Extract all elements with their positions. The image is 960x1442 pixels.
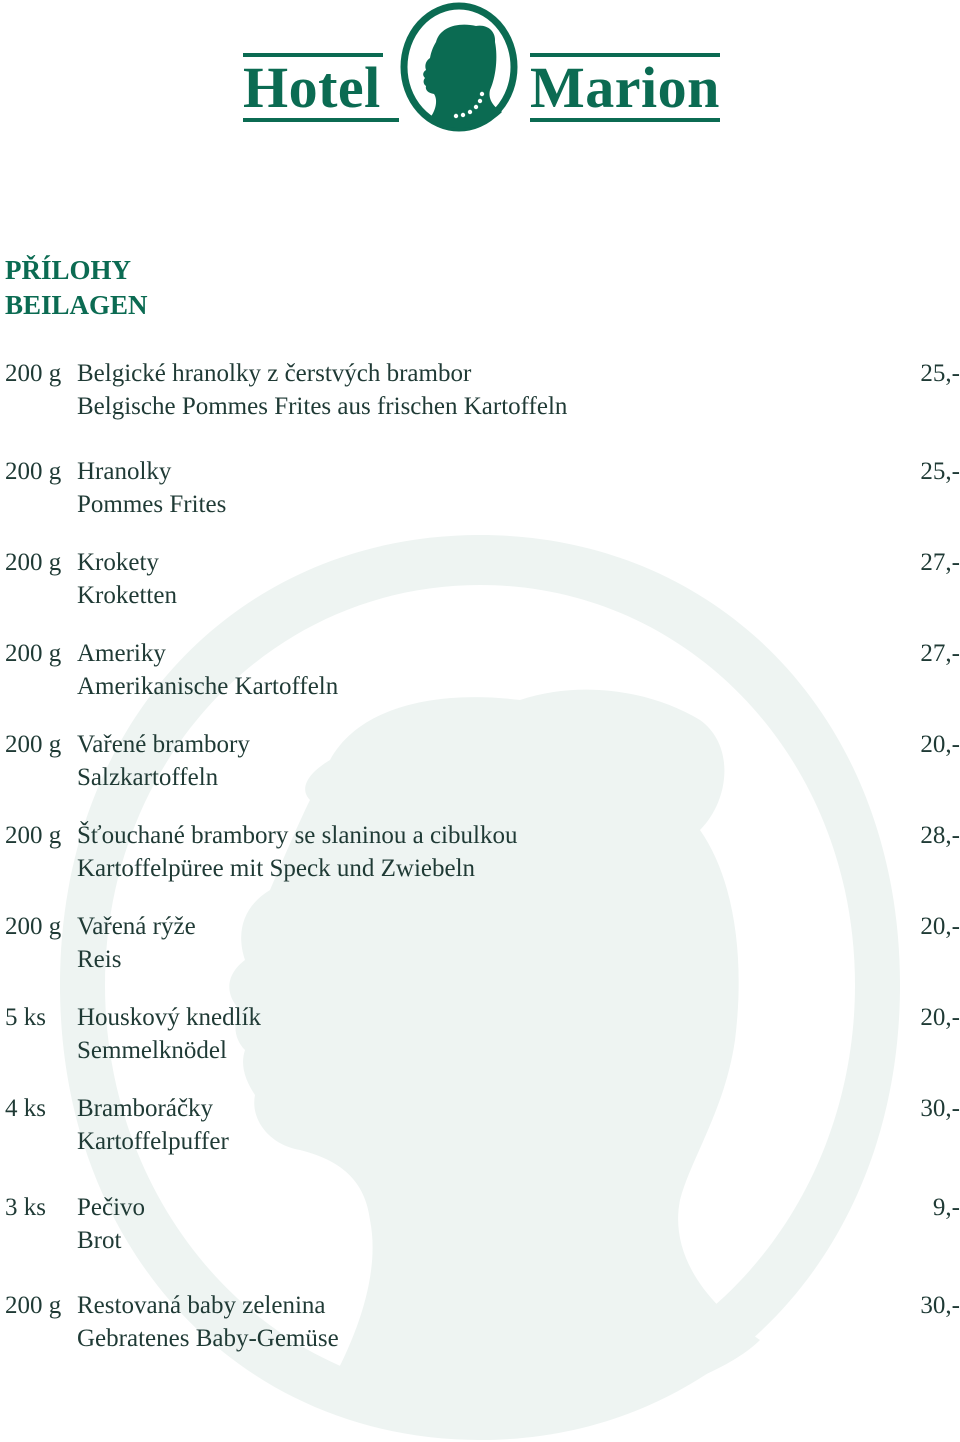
menu-item	[0, 822, 960, 892]
item-name-cs: Bramboráčky	[77, 1095, 214, 1122]
menu-item	[0, 360, 960, 430]
item-quantity: 200 g	[5, 731, 62, 758]
item-price: 27,-	[920, 640, 960, 667]
item-quantity: 200 g	[5, 549, 62, 576]
item-price: 30,-	[920, 1292, 960, 1319]
item-price: 25,-	[920, 360, 960, 387]
logo-word-hotel: Hotel	[243, 55, 381, 120]
item-quantity: 200 g	[5, 822, 62, 849]
item-price: 25,-	[920, 458, 960, 485]
menu-item	[0, 1004, 960, 1074]
logo-word-marion: Marion	[530, 55, 720, 120]
section-title-cs: PŘÍLOHY	[5, 255, 132, 285]
woman-silhouette-icon	[398, 2, 520, 132]
item-name-de: Salzkartoffeln	[77, 764, 219, 791]
item-name-de: Brot	[77, 1227, 122, 1254]
menu-item	[0, 640, 960, 710]
menu-item	[0, 1095, 960, 1165]
item-name-de: Kartoffelpuffer	[77, 1128, 229, 1155]
menu-item	[0, 913, 960, 983]
item-price: 20,-	[920, 1004, 960, 1031]
item-name-de: Belgische Pommes Frites aus frischen Kartoffeln	[77, 393, 568, 420]
item-name-cs: Šťouchané brambory se slaninou a cibulkou	[77, 822, 518, 849]
item-name-de: Gebratenes Baby-Gemüse	[77, 1325, 339, 1352]
item-name-de: Kartoffelpüree mit Speck und Zwiebeln	[77, 855, 476, 882]
item-name-cs: Pečivo	[77, 1194, 146, 1221]
item-name-de: Semmelknödel	[77, 1037, 227, 1064]
item-name-cs: Hranolky	[77, 458, 172, 485]
item-quantity: 5 ks	[5, 1004, 46, 1031]
menu-item	[0, 1194, 960, 1264]
item-name-de: Amerikanische Kartoffeln	[77, 673, 339, 700]
item-quantity: 200 g	[5, 640, 62, 667]
menu-item	[0, 731, 960, 801]
item-name-cs: Vařené brambory	[77, 731, 250, 758]
item-quantity: 200 g	[5, 360, 62, 387]
item-price: 28,-	[920, 822, 960, 849]
item-name-cs: Houskový knedlík	[77, 1004, 262, 1031]
item-name-de: Reis	[77, 946, 122, 973]
hotel-logo	[240, 0, 724, 132]
item-quantity: 3 ks	[5, 1194, 46, 1221]
item-price: 20,-	[920, 731, 960, 758]
item-name-cs: Krokety	[77, 549, 159, 576]
item-price: 30,-	[920, 1095, 960, 1122]
item-name-cs: Restovaná baby zelenina	[77, 1292, 326, 1319]
item-name-cs: Vařená rýže	[77, 913, 196, 940]
item-name-cs: Ameriky	[77, 640, 166, 667]
item-quantity: 200 g	[5, 1292, 62, 1319]
menu-item	[0, 549, 960, 619]
item-quantity: 200 g	[5, 458, 62, 485]
item-price: 27,-	[920, 549, 960, 576]
item-name-cs: Belgické hranolky z čerstvých brambor	[77, 360, 472, 387]
item-quantity: 200 g	[5, 913, 62, 940]
item-price: 9,-	[932, 1194, 960, 1221]
section-title-de: BEILAGEN	[5, 290, 148, 320]
item-quantity: 4 ks	[5, 1095, 46, 1122]
item-name-de: Pommes Frites	[77, 491, 227, 518]
item-name-de: Kroketten	[77, 582, 177, 609]
menu-item	[0, 458, 960, 528]
item-price: 20,-	[920, 913, 960, 940]
menu-item	[0, 1292, 960, 1362]
